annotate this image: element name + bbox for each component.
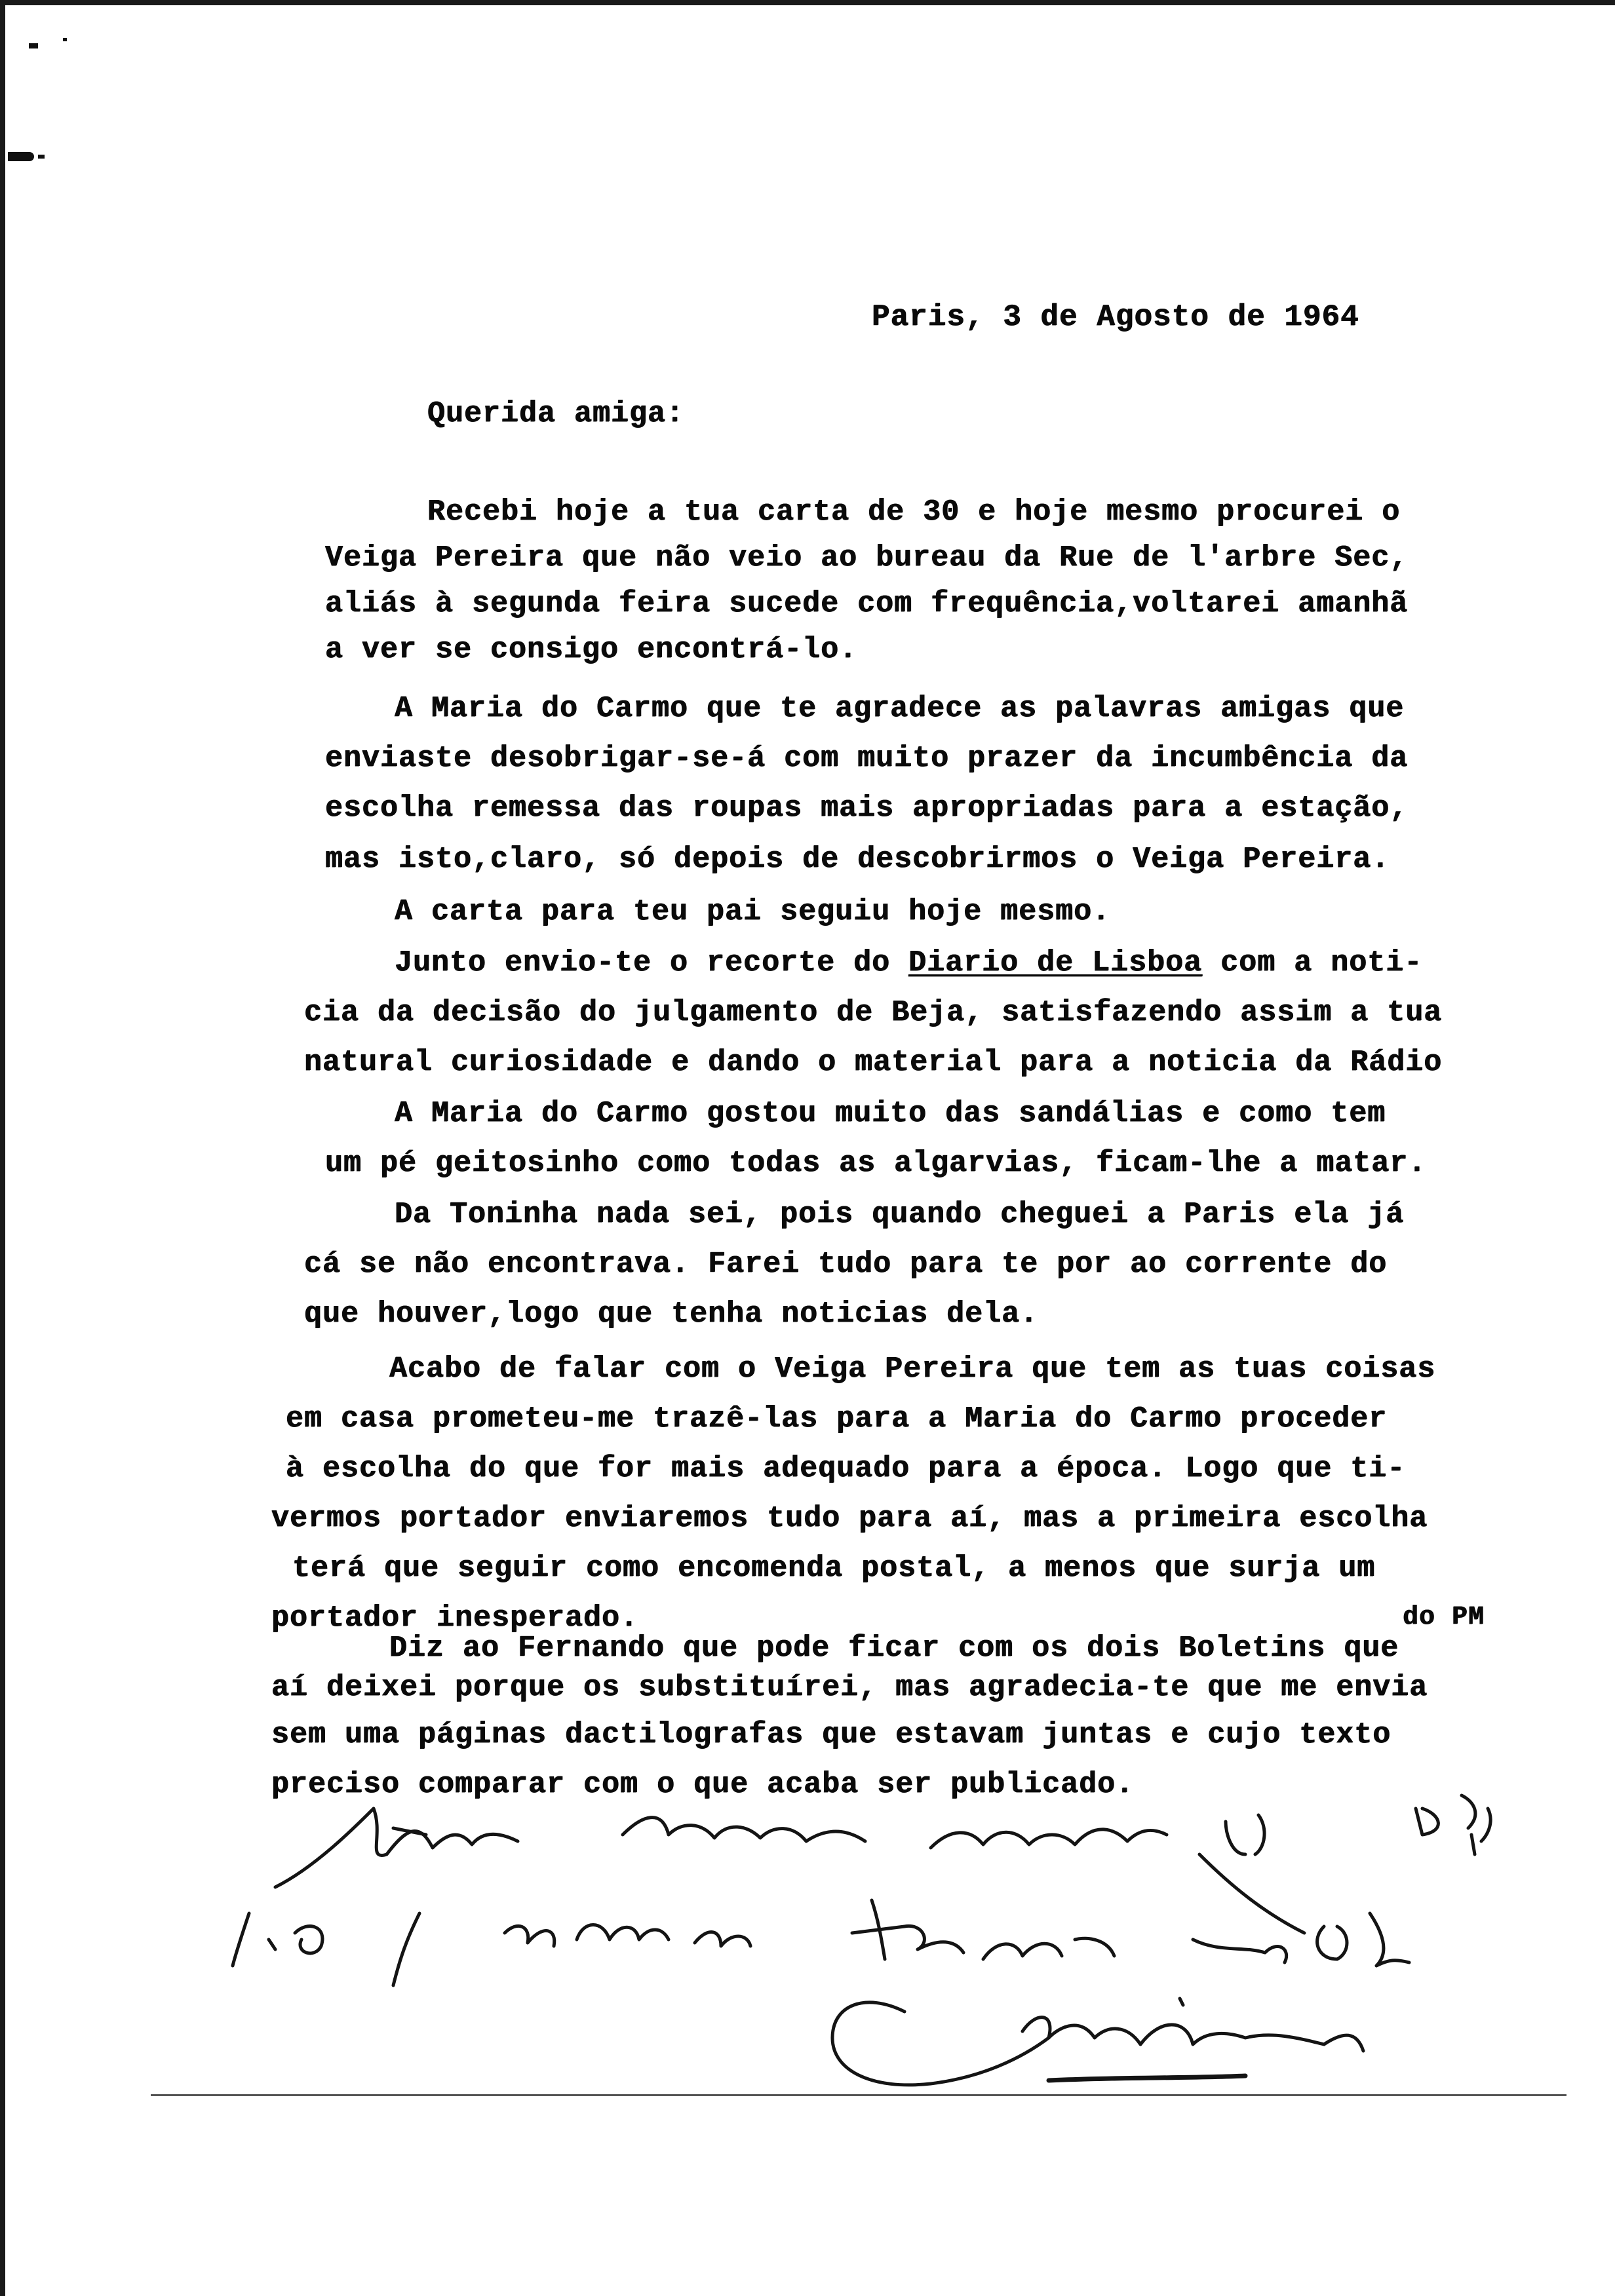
letter-line-text: com a noti-	[1202, 946, 1423, 980]
handwriting-stroke	[577, 1925, 669, 1940]
letter-line: escolha remessa das roupas mais apropriadas para a estação,	[325, 792, 1409, 825]
letter-line: um pé geitosinho como todas as algarvias, ficam-lhe a matar.	[325, 1147, 1427, 1180]
handwriting-stroke	[1370, 1913, 1409, 1966]
newspaper-title: Diario de Lisboa	[908, 946, 1203, 980]
handwriting-stroke	[1462, 1795, 1475, 1854]
letter-line: enviaste desobrigar-se-á com muito prazer da incumbência da	[325, 742, 1409, 775]
letter-line: que houver,logo que tenha noticias dela.	[304, 1297, 1039, 1331]
letter-line: cia da decisão do julgamento de Beja, satisfazendo assim a tua	[304, 996, 1443, 1029]
letter-line: vermos portador enviaremos tudo para aí, mas a primeira escolha	[271, 1502, 1428, 1535]
handwriting-stroke	[1199, 1854, 1304, 1933]
handwriting-stroke	[1416, 1808, 1438, 1835]
handwriting-stroke	[832, 2002, 1049, 2085]
page-bottom-rule	[151, 2094, 1566, 2096]
letter-line: A Maria do Carmo gostou muito das sandálias e como tem	[395, 1097, 1386, 1130]
letter-line: portador inesperado.	[271, 1601, 639, 1635]
letter-line: Acabo de falar com o Veiga Pereira que tem as tuas coisas	[389, 1352, 1436, 1386]
letter-line: Recebi hoje a tua carta de 30 e hoje mesmo procurei o	[427, 495, 1401, 529]
handwriting-stroke	[1180, 1999, 1183, 2005]
letter-line: natural curiosidade e dando o material para a noticia da Rádio	[304, 1046, 1443, 1079]
handwriting-stroke	[931, 1829, 1167, 1848]
letter-line: A carta para teu pai seguiu hoje mesmo.	[395, 895, 1111, 928]
letter-line: mas isto,claro, só depois de descobrirmos o Veiga Pereira.	[325, 843, 1390, 876]
handwriting-stroke	[1481, 1808, 1490, 1841]
letter-line: sem uma páginas dactilografas que estavam juntas e cujo texto	[271, 1718, 1391, 1751]
letter-line: à escolha do que for mais adequado para a época. Logo que ti-	[286, 1452, 1406, 1485]
handwriting-stroke	[505, 1926, 555, 1946]
annotation-do-pm: do PM	[1403, 1603, 1485, 1632]
letter-line: aí deixei porque os substituírei, mas agradecia-te que me envia	[271, 1671, 1428, 1704]
letter-line: Veiga Pereira que não veio ao bureau da Rue de l'arbre Sec,	[325, 541, 1409, 575]
letter-line: a ver se consigo encontrá-lo.	[325, 633, 858, 666]
letter-line: cá se não encontrava. Farei tudo para te por ao corrente do	[304, 1248, 1388, 1281]
handwriting-stroke	[623, 1818, 865, 1841]
handwriting-stroke	[1193, 1940, 1287, 1962]
handwriting-stroke	[393, 1913, 419, 1985]
letter-line: Da Toninha nada sei, pois quando cheguei a Paris ela já	[395, 1198, 1405, 1231]
letter-line: terá que seguir como encomenda postal, a menos que surja um	[292, 1552, 1376, 1585]
handwriting-stroke	[1022, 2018, 1363, 2051]
letter-line: preciso comparar com o que acaba ser publicado.	[271, 1768, 1135, 1801]
handwriting-stroke	[852, 1900, 963, 1959]
letter-line: aliás à segunda feira sucede com frequência,voltarei amanhã	[325, 587, 1409, 621]
handwriting-stroke	[1317, 1926, 1347, 1959]
letter-line: em casa prometeu-me trazê-las para a Maria do Carmo proceder	[286, 1402, 1388, 1436]
handwriting-stroke	[1226, 1815, 1264, 1854]
handwriting-stroke	[233, 1913, 322, 1966]
letter-line-text: Junto envio-te o recorte do	[395, 946, 909, 980]
letter-line: Diz ao Fernando que pode ficar com os dois Boletins que	[389, 1632, 1399, 1665]
handwriting-stroke	[983, 1938, 1114, 1959]
handwriting-stroke	[275, 1808, 518, 1887]
letter-dateline: Paris, 3 de Agosto de 1964	[872, 300, 1359, 334]
letter-salutation: Querida amiga:	[427, 397, 685, 430]
handwriting-stroke	[695, 1932, 750, 1946]
letter-line: A Maria do Carmo que te agradece as palavras amigas que	[395, 692, 1405, 725]
handwriting-stroke	[1049, 2076, 1245, 2080]
